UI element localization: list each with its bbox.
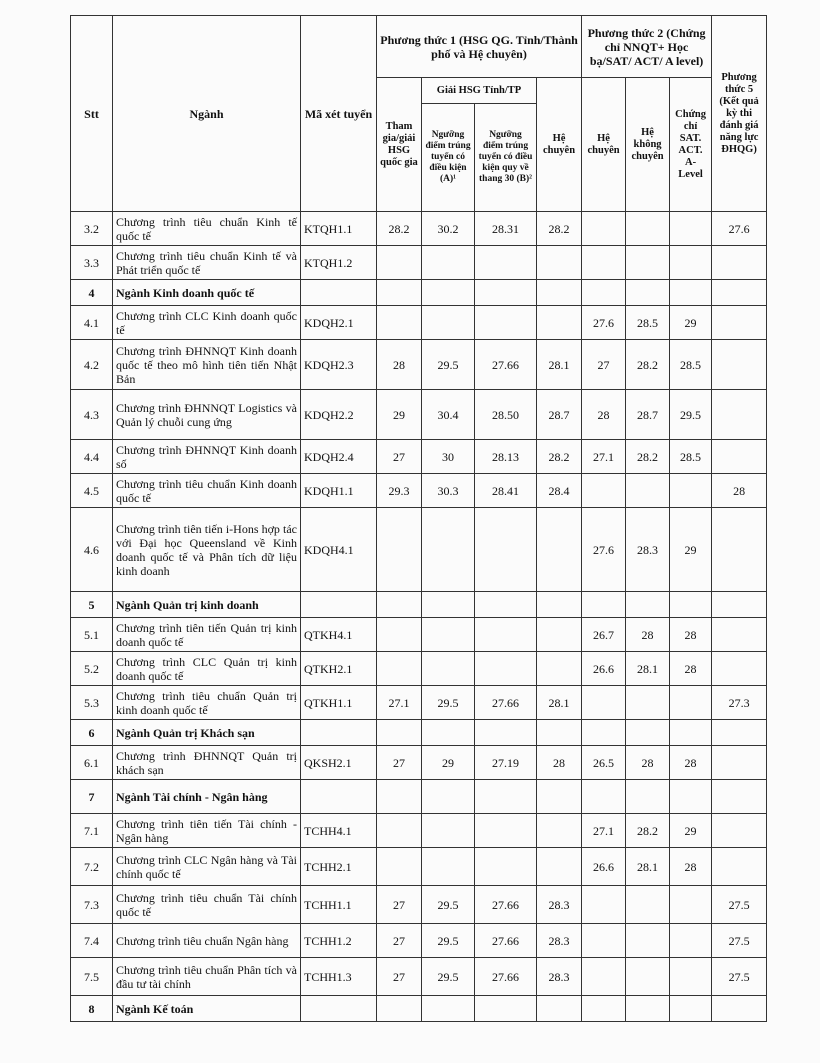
score-cell: 28.1	[626, 848, 670, 886]
row-stt: 4.5	[71, 474, 113, 508]
row-code: KDQH2.4	[301, 440, 377, 474]
score-cell	[712, 746, 767, 780]
empty-cell	[422, 996, 475, 1022]
score-cell: 27.1	[582, 440, 626, 474]
score-cell	[422, 508, 475, 592]
row-code: TCHH2.1	[301, 848, 377, 886]
row-stt: 7.2	[71, 848, 113, 886]
row-stt: 5.2	[71, 652, 113, 686]
score-cell: 28.3	[537, 886, 582, 924]
row-stt: 5.3	[71, 686, 113, 720]
empty-cell	[537, 592, 582, 618]
empty-cell	[475, 720, 537, 746]
score-cell: 28	[670, 652, 712, 686]
score-cell: 26.5	[582, 746, 626, 780]
row-code: KTQH1.2	[301, 246, 377, 280]
score-cell	[475, 652, 537, 686]
score-cell	[712, 848, 767, 886]
score-cell: 27.5	[712, 886, 767, 924]
table-row	[71, 924, 767, 958]
score-cell	[670, 246, 712, 280]
score-cell: 27.66	[475, 958, 537, 996]
score-cell: 30.2	[422, 212, 475, 246]
empty-cell	[475, 780, 537, 814]
score-cell	[422, 814, 475, 848]
score-cell	[712, 618, 767, 652]
score-cell	[712, 246, 767, 280]
score-cell	[582, 246, 626, 280]
score-cell	[537, 508, 582, 592]
score-cell: 28	[670, 848, 712, 886]
score-cell: 28	[377, 340, 422, 390]
empty-cell	[301, 592, 377, 618]
row-name: Chương trình tiêu chuẩn Tài chính quốc tế	[113, 886, 301, 924]
score-cell	[712, 652, 767, 686]
score-cell	[537, 814, 582, 848]
row-name: Chương trình ĐHNNQT Quản trị khách sạn	[113, 746, 301, 780]
row-stt: 4.1	[71, 306, 113, 340]
header-phuong-thuc-1: Phương thức 1 (HSG QG. Tỉnh/Thành phố và Hệ chuyên)	[377, 16, 582, 78]
score-cell: 28.5	[670, 340, 712, 390]
table-row	[71, 686, 767, 720]
table-row	[71, 212, 767, 246]
row-code: TCHH1.1	[301, 886, 377, 924]
row-stt: 4.4	[71, 440, 113, 474]
score-cell: 29	[670, 306, 712, 340]
score-cell: 28.3	[537, 958, 582, 996]
score-cell: 29.5	[422, 340, 475, 390]
row-stt: 4.6	[71, 508, 113, 592]
score-cell	[422, 848, 475, 886]
score-cell: 28.5	[670, 440, 712, 474]
row-stt: 5	[71, 592, 113, 618]
empty-cell	[537, 780, 582, 814]
score-cell	[422, 306, 475, 340]
score-cell: 29.5	[670, 390, 712, 440]
score-cell: 27.19	[475, 746, 537, 780]
score-cell	[712, 390, 767, 440]
score-cell: 28.1	[537, 340, 582, 390]
row-name: Chương trình ĐHNNQT Kinh doanh quốc tế theo mô hình tiên tiến Nhật Bản	[113, 340, 301, 390]
table-group-row	[71, 996, 767, 1022]
score-cell	[626, 924, 670, 958]
score-cell: 27	[377, 886, 422, 924]
header-pt1-nguong-b: Ngưỡng điểm trúng tuyển có điều kiện quy về thang 30 (B)²	[475, 104, 537, 212]
header-pt2-he-chuyen: Hệ chuyên	[582, 78, 626, 212]
row-code: QTKH4.1	[301, 618, 377, 652]
row-stt: 3.2	[71, 212, 113, 246]
table-row	[71, 306, 767, 340]
empty-cell	[712, 996, 767, 1022]
score-cell: 29.5	[422, 686, 475, 720]
score-cell	[670, 886, 712, 924]
score-cell	[377, 618, 422, 652]
score-cell: 29	[670, 508, 712, 592]
header-nganh: Ngành	[113, 16, 301, 212]
score-cell	[377, 246, 422, 280]
empty-cell	[670, 592, 712, 618]
empty-cell	[626, 996, 670, 1022]
score-cell: 29.5	[422, 886, 475, 924]
score-cell	[582, 212, 626, 246]
score-cell	[626, 686, 670, 720]
table-row	[71, 814, 767, 848]
score-cell: 26.6	[582, 652, 626, 686]
score-cell	[712, 814, 767, 848]
score-cell	[626, 246, 670, 280]
score-cell: 28	[537, 746, 582, 780]
score-cell: 27	[377, 746, 422, 780]
empty-cell	[377, 592, 422, 618]
row-stt: 3.3	[71, 246, 113, 280]
score-cell: 27	[582, 340, 626, 390]
header-pt1-he-chuyen: Hệ chuyên	[537, 78, 582, 212]
empty-cell	[626, 720, 670, 746]
header-stt: Stt	[71, 16, 113, 212]
score-cell	[670, 924, 712, 958]
table-group-row	[71, 720, 767, 746]
row-name: Chương trình tiên tiến i-Hons hợp tác với Đại học Queensland về Kinh doanh quốc tế và Phân tích dữ liệu kinh doanh	[113, 508, 301, 592]
row-stt: 6.1	[71, 746, 113, 780]
empty-cell	[475, 592, 537, 618]
row-stt: 7.5	[71, 958, 113, 996]
row-name: Chương trình ĐHNNQT Logistics và Quản lý chuỗi cung ứng	[113, 390, 301, 440]
empty-cell	[712, 780, 767, 814]
score-cell	[626, 474, 670, 508]
score-cell: 26.6	[582, 848, 626, 886]
score-cell: 28.5	[626, 306, 670, 340]
empty-cell	[712, 720, 767, 746]
table-row	[71, 886, 767, 924]
score-cell	[475, 814, 537, 848]
table-body	[71, 212, 767, 1022]
score-cell: 27.5	[712, 924, 767, 958]
score-cell	[537, 246, 582, 280]
header-phuong-thuc-2: Phương thức 2 (Chứng chỉ NNQT+ Học bạ/SAT/ ACT/ A level)	[582, 16, 712, 78]
table-row	[71, 246, 767, 280]
header-phuong-thuc-5: Phương thức 5 (Kết quả kỳ thi đánh giá năng lực ĐHQG)	[712, 16, 767, 212]
score-cell: 30	[422, 440, 475, 474]
header-ma-xet-tuyen: Mã xét tuyển	[301, 16, 377, 212]
row-stt: 4.3	[71, 390, 113, 440]
empty-cell	[301, 780, 377, 814]
table-row	[71, 618, 767, 652]
score-cell: 28.41	[475, 474, 537, 508]
row-stt: 4	[71, 280, 113, 306]
empty-cell	[582, 280, 626, 306]
score-cell: 30.3	[422, 474, 475, 508]
score-cell	[712, 508, 767, 592]
score-cell: 28.50	[475, 390, 537, 440]
score-cell	[712, 440, 767, 474]
score-cell: 28.4	[537, 474, 582, 508]
empty-cell	[377, 996, 422, 1022]
table-group-row	[71, 780, 767, 814]
row-code: QTKH1.1	[301, 686, 377, 720]
empty-cell	[301, 720, 377, 746]
score-cell: 27.1	[582, 814, 626, 848]
row-name: Chương trình tiêu chuẩn Phân tích và đầu tư tài chính	[113, 958, 301, 996]
empty-cell	[582, 996, 626, 1022]
score-cell	[670, 474, 712, 508]
row-stt: 7.4	[71, 924, 113, 958]
score-cell	[422, 652, 475, 686]
score-cell: 28.2	[626, 440, 670, 474]
score-cell: 27.66	[475, 924, 537, 958]
row-code: TCHH1.3	[301, 958, 377, 996]
empty-cell	[377, 280, 422, 306]
row-code: KTQH1.1	[301, 212, 377, 246]
score-cell	[626, 212, 670, 246]
row-name: Ngành Quản trị kinh doanh	[113, 592, 301, 618]
score-cell: 28.2	[626, 340, 670, 390]
header-pt1-nguong-a: Ngưỡng điểm trúng tuyển có điều kiện (A)¹	[422, 104, 475, 212]
score-cell	[377, 652, 422, 686]
header-pt2-chung-chi: Chứng chỉ SAT. ACT. A-Level	[670, 78, 712, 212]
score-cell	[582, 686, 626, 720]
row-name: Chương trình tiêu chuẩn Kinh doanh quốc tế	[113, 474, 301, 508]
row-name: Chương trình CLC Quản trị kinh doanh quốc tế	[113, 652, 301, 686]
score-cell: 27.1	[377, 686, 422, 720]
score-cell: 27.3	[712, 686, 767, 720]
row-name: Chương trình tiêu chuẩn Kinh tế quốc tế	[113, 212, 301, 246]
header-pt1-quoc-gia: Tham gia/giải HSG quốc gia	[377, 78, 422, 212]
empty-cell	[582, 780, 626, 814]
empty-cell	[475, 280, 537, 306]
empty-cell	[422, 280, 475, 306]
score-cell	[475, 848, 537, 886]
empty-cell	[626, 280, 670, 306]
table-row	[71, 474, 767, 508]
score-cell: 27.5	[712, 958, 767, 996]
empty-cell	[301, 280, 377, 306]
score-cell	[626, 958, 670, 996]
table-row	[71, 848, 767, 886]
score-cell	[537, 306, 582, 340]
score-cell	[475, 508, 537, 592]
score-cell	[582, 924, 626, 958]
table-row	[71, 440, 767, 474]
score-cell	[582, 958, 626, 996]
score-cell: 28.7	[626, 390, 670, 440]
empty-cell	[670, 720, 712, 746]
score-cell	[377, 508, 422, 592]
row-stt: 6	[71, 720, 113, 746]
table-row	[71, 508, 767, 592]
score-cell	[377, 814, 422, 848]
row-name: Chương trình tiên tiến Quản trị kinh doanh quốc tế	[113, 618, 301, 652]
score-cell	[422, 618, 475, 652]
score-cell: 28	[582, 390, 626, 440]
score-cell	[626, 886, 670, 924]
score-cell: 29	[422, 746, 475, 780]
score-cell: 28.2	[377, 212, 422, 246]
table-header	[71, 16, 767, 212]
row-stt: 7	[71, 780, 113, 814]
table-group-row	[71, 280, 767, 306]
row-name: Chương trình tiêu chuẩn Kinh tế và Phát triển quốc tế	[113, 246, 301, 280]
empty-cell	[712, 280, 767, 306]
row-stt: 7.1	[71, 814, 113, 848]
row-code: KDQH4.1	[301, 508, 377, 592]
score-cell: 29	[377, 390, 422, 440]
score-cell: 30.4	[422, 390, 475, 440]
score-cell: 27	[377, 440, 422, 474]
score-cell: 28	[670, 618, 712, 652]
admission-score-table	[70, 15, 767, 1022]
row-stt: 4.2	[71, 340, 113, 390]
score-cell	[377, 306, 422, 340]
empty-cell	[422, 720, 475, 746]
score-cell	[537, 652, 582, 686]
score-cell	[475, 306, 537, 340]
row-name: Chương trình tiêu chuẩn Quản trị kinh doanh quốc tế	[113, 686, 301, 720]
score-cell: 28	[626, 746, 670, 780]
row-name: Ngành Tài chính - Ngân hàng	[113, 780, 301, 814]
empty-cell	[626, 780, 670, 814]
score-cell: 28.1	[626, 652, 670, 686]
empty-cell	[377, 720, 422, 746]
empty-cell	[422, 780, 475, 814]
score-cell: 27.6	[712, 212, 767, 246]
score-cell: 27	[377, 924, 422, 958]
row-code: KDQH1.1	[301, 474, 377, 508]
score-cell: 27	[377, 958, 422, 996]
table-row	[71, 746, 767, 780]
row-name: Chương trình tiên tiến Tài chính - Ngân hàng	[113, 814, 301, 848]
table-row	[71, 958, 767, 996]
score-cell: 29.5	[422, 924, 475, 958]
score-cell	[582, 474, 626, 508]
score-cell: 28.2	[537, 440, 582, 474]
row-stt: 5.1	[71, 618, 113, 652]
header-pt1-hsg-tinh: Giải HSG Tỉnh/TP	[422, 78, 537, 104]
score-cell: 28.7	[537, 390, 582, 440]
score-cell: 29	[670, 814, 712, 848]
empty-cell	[626, 592, 670, 618]
score-cell	[377, 848, 422, 886]
row-code: KDQH2.2	[301, 390, 377, 440]
score-cell	[670, 212, 712, 246]
score-cell: 28.2	[626, 814, 670, 848]
row-stt: 8	[71, 996, 113, 1022]
score-cell: 27.66	[475, 340, 537, 390]
row-name: Chương trình tiêu chuẩn Ngân hàng	[113, 924, 301, 958]
row-name: Ngành Quản trị Khách sạn	[113, 720, 301, 746]
score-cell: 29.3	[377, 474, 422, 508]
score-cell	[712, 340, 767, 390]
table-group-row	[71, 592, 767, 618]
row-stt: 7.3	[71, 886, 113, 924]
row-code: TCHH1.2	[301, 924, 377, 958]
score-cell: 29.5	[422, 958, 475, 996]
score-cell	[670, 958, 712, 996]
empty-cell	[537, 720, 582, 746]
score-cell	[670, 686, 712, 720]
score-cell: 28	[626, 618, 670, 652]
score-cell: 27.66	[475, 886, 537, 924]
row-name: Chương trình CLC Kinh doanh quốc tế	[113, 306, 301, 340]
score-cell: 28.13	[475, 440, 537, 474]
row-name: Ngành Kinh doanh quốc tế	[113, 280, 301, 306]
empty-cell	[670, 996, 712, 1022]
score-cell	[582, 886, 626, 924]
row-name: Chương trình ĐHNNQT Kinh doanh số	[113, 440, 301, 474]
empty-cell	[377, 780, 422, 814]
score-cell: 26.7	[582, 618, 626, 652]
score-cell: 27.66	[475, 686, 537, 720]
empty-cell	[582, 720, 626, 746]
row-code: KDQH2.3	[301, 340, 377, 390]
table-row	[71, 652, 767, 686]
score-cell: 28.3	[626, 508, 670, 592]
empty-cell	[670, 280, 712, 306]
row-code: QTKH2.1	[301, 652, 377, 686]
empty-cell	[475, 996, 537, 1022]
score-cell	[537, 618, 582, 652]
score-cell: 28.3	[537, 924, 582, 958]
score-cell: 28.2	[537, 212, 582, 246]
row-code: KDQH2.1	[301, 306, 377, 340]
table-row	[71, 390, 767, 440]
score-cell	[712, 306, 767, 340]
score-cell	[475, 618, 537, 652]
empty-cell	[670, 780, 712, 814]
header-pt2-khong-chuyen: Hệ không chuyên	[626, 78, 670, 212]
score-cell: 27.6	[582, 508, 626, 592]
row-name: Chương trình CLC Ngân hàng và Tài chính quốc tế	[113, 848, 301, 886]
empty-cell	[422, 592, 475, 618]
empty-cell	[301, 996, 377, 1022]
row-code: QKSH2.1	[301, 746, 377, 780]
score-cell: 28	[712, 474, 767, 508]
score-cell	[475, 246, 537, 280]
score-cell: 28	[670, 746, 712, 780]
empty-cell	[537, 996, 582, 1022]
empty-cell	[712, 592, 767, 618]
empty-cell	[582, 592, 626, 618]
score-cell: 28.31	[475, 212, 537, 246]
score-cell: 27.6	[582, 306, 626, 340]
row-code: TCHH4.1	[301, 814, 377, 848]
table-row	[71, 340, 767, 390]
empty-cell	[537, 280, 582, 306]
score-cell	[537, 848, 582, 886]
score-cell: 28.1	[537, 686, 582, 720]
row-name: Ngành Kế toán	[113, 996, 301, 1022]
score-cell	[422, 246, 475, 280]
